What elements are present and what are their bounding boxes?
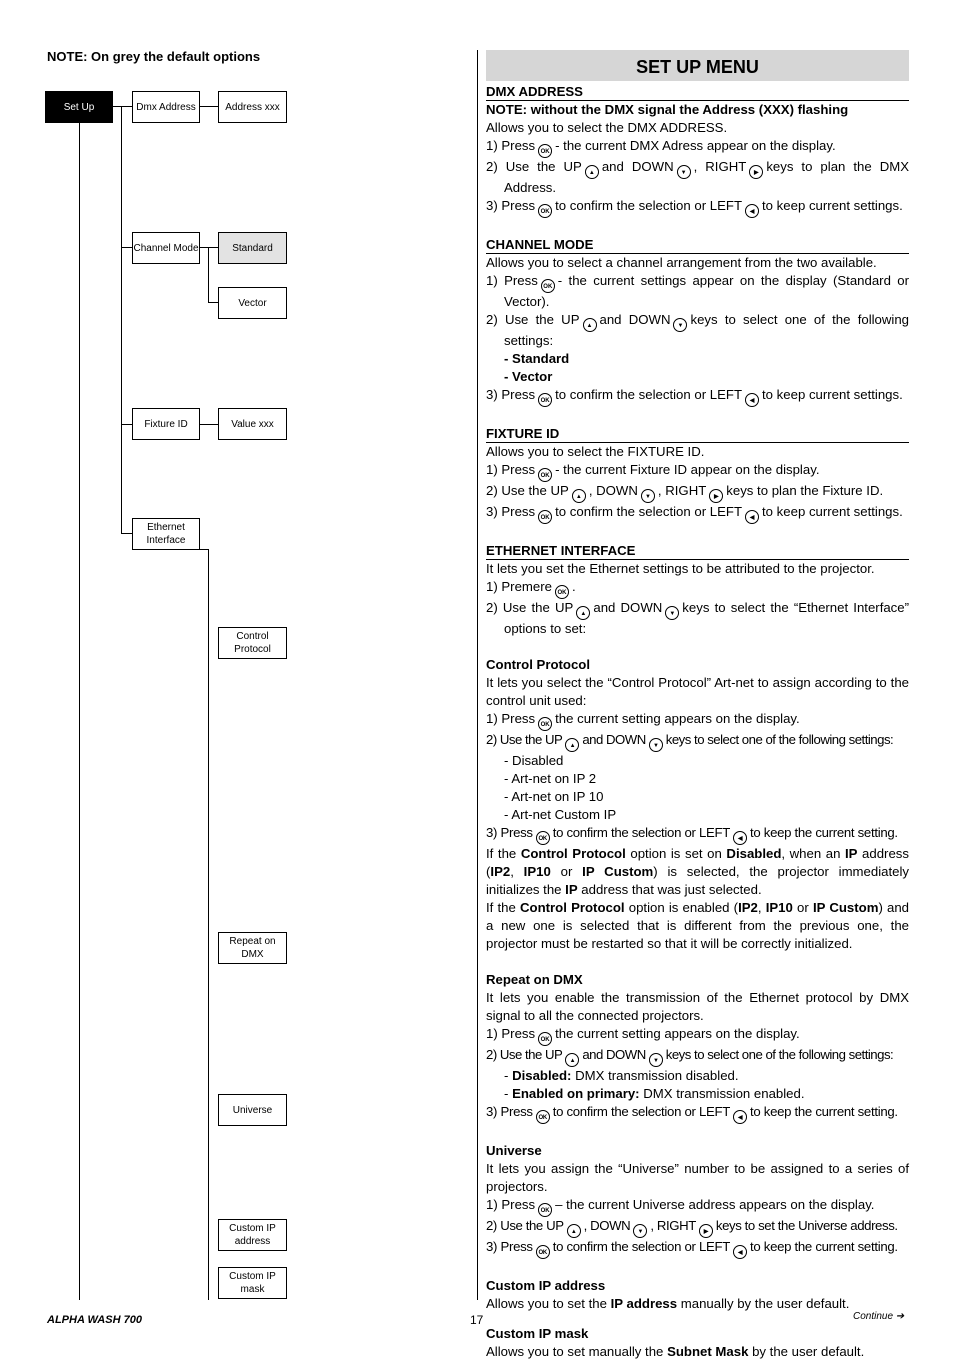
node-address-xxx: Address xxx bbox=[218, 91, 287, 123]
ok-key-icon: OK bbox=[538, 1032, 552, 1046]
up-key-icon: ▲ bbox=[565, 1053, 579, 1067]
section-note: NOTE: without the DMX signal the Address (XXX) flashing bbox=[486, 102, 849, 117]
step: 2) Use the UP ▲ and DOWN ▼ keys to select the “Ethernet Interface” options to set: bbox=[486, 600, 910, 636]
ok-key-icon: OK bbox=[536, 831, 550, 845]
continue-label: Continue ➔ bbox=[853, 1311, 905, 1322]
node-repeat-on-dmx: Repeat on DMX bbox=[218, 932, 287, 964]
ok-key-icon: OK bbox=[536, 1110, 550, 1124]
left-key-icon: ◀ bbox=[733, 1110, 747, 1124]
section-intro: It lets you assign the “Universe” number to be assigned to a series of projectors. bbox=[486, 1161, 909, 1194]
down-key-icon: ▼ bbox=[649, 738, 663, 752]
step: 1) Press OK the current setting appears on the display. bbox=[486, 1025, 909, 1046]
step: 1) Press OK - the current Fixture ID appear on the display. bbox=[486, 461, 909, 482]
option: - Disabled: DMX transmission disabled. bbox=[504, 1068, 739, 1083]
left-key-icon: ◀ bbox=[745, 393, 759, 407]
section-ethernet-interface bbox=[486, 542, 909, 638]
level1-line bbox=[121, 106, 122, 533]
page-number: 17 bbox=[470, 1313, 484, 1327]
right-key-icon: ▶ bbox=[709, 489, 723, 503]
down-key-icon: ▼ bbox=[649, 1053, 663, 1067]
connector bbox=[199, 106, 218, 107]
ok-key-icon: OK bbox=[538, 144, 552, 158]
paragraph: If the Control Protocol option is set on Disabled, when an IP address (IP2, IP10 or IP Custom) is selected, the projector immediately initializes the IP address that was just selected. bbox=[486, 846, 909, 897]
section-universe bbox=[486, 1142, 909, 1259]
subsection-heading: Custom IP address bbox=[486, 1278, 606, 1293]
section-custom-ip-address bbox=[486, 1277, 909, 1313]
node-standard: Standard bbox=[218, 232, 287, 264]
ok-key-icon: OK bbox=[536, 1245, 550, 1259]
section-channel-mode bbox=[486, 236, 909, 407]
down-key-icon: ▼ bbox=[673, 318, 687, 332]
up-key-icon: ▲ bbox=[567, 1224, 581, 1238]
section-custom-ip-mask bbox=[486, 1325, 909, 1361]
section-repeat-on-dmx bbox=[486, 971, 909, 1124]
node-universe: Universe bbox=[218, 1094, 287, 1126]
node-control-protocol: Control Protocol bbox=[218, 627, 287, 659]
step: 2) Use the UP ▲ and DOWN ▼ keys to select one of the following settings: bbox=[486, 1046, 909, 1067]
node-custom-ip-mask: Custom IP mask bbox=[218, 1267, 287, 1299]
option: - Vector bbox=[504, 369, 553, 384]
left-key-icon: ◀ bbox=[745, 510, 759, 524]
default-options-note: NOTE: On grey the default options bbox=[47, 49, 261, 64]
up-key-icon: ▲ bbox=[585, 165, 599, 179]
node-custom-ip-address: Custom IP address bbox=[218, 1219, 287, 1251]
step: 3) Press OK to confirm the selection or LEFT ◀ to keep the current setting. bbox=[486, 824, 909, 845]
step: 2) Use the UP ▲ , DOWN ▼ , RIGHT ▶ keys to plan the Fixture ID. bbox=[486, 482, 909, 503]
ok-key-icon: OK bbox=[538, 510, 552, 524]
subsection-heading: Universe bbox=[486, 1143, 542, 1158]
ethernet-line bbox=[208, 549, 209, 1300]
column-divider bbox=[477, 50, 478, 1300]
page-title: SET UP MENU bbox=[486, 50, 909, 81]
step: 1) Press OK - the current settings appear on the display (Standard or Vector). bbox=[486, 273, 909, 309]
node-ethernet-interface: Ethernet Interface bbox=[132, 518, 200, 550]
step: 2) Use the UP ▲ , DOWN ▼ , RIGHT ▶ keys to set the Universe address. bbox=[486, 1217, 909, 1238]
node-dmx-address: Dmx Address bbox=[132, 91, 200, 123]
step: 1) Premere OK . bbox=[486, 578, 909, 599]
section-intro: It lets you enable the transmission of the Ethernet protocol by DMX signal to all the connected projectors. bbox=[486, 990, 909, 1023]
step: 3) Press OK to confirm the selection or LEFT ◀ to keep current settings. bbox=[486, 197, 909, 218]
paragraph: If the Control Protocol option is enabled (IP2, IP10 or IP Custom) and a new one is selected that is different from the previous one, the projector must be restarted so that it will be correctly initialized. bbox=[486, 900, 910, 951]
ok-key-icon: OK bbox=[538, 468, 552, 482]
connector bbox=[208, 247, 209, 302]
ok-key-icon: OK bbox=[555, 585, 569, 599]
up-key-icon: ▲ bbox=[572, 489, 586, 503]
step: 3) Press OK to confirm the selection or LEFT ◀ to keep the current setting. bbox=[486, 1103, 909, 1124]
down-key-icon: ▼ bbox=[665, 606, 679, 620]
step: 3) Press OK to confirm the selection or LEFT ◀ to keep current settings. bbox=[486, 503, 909, 524]
left-key-icon: ◀ bbox=[733, 831, 747, 845]
section-heading: FIXTURE ID bbox=[486, 425, 909, 443]
connector bbox=[121, 247, 132, 248]
step: 3) Press OK to confirm the selection or LEFT ◀ to keep current settings. bbox=[486, 386, 909, 407]
tree-trunk-line bbox=[79, 122, 80, 1300]
option: - Standard bbox=[504, 351, 570, 366]
section-heading: DMX ADDRESS bbox=[486, 83, 909, 101]
option: - Enabled on primary: DMX transmission enabled. bbox=[504, 1086, 805, 1101]
right-key-icon: ▶ bbox=[699, 1224, 713, 1238]
right-key-icon: ▶ bbox=[749, 165, 763, 179]
step: 2) Use the UP ▲ and DOWN ▼ keys to select one of the following settings: bbox=[486, 731, 909, 752]
paragraph: Allows you to set manually the Subnet Mask by the user default. bbox=[486, 1344, 865, 1359]
up-key-icon: ▲ bbox=[583, 318, 597, 332]
paragraph: Allows you to set the IP address manually by the user default. bbox=[486, 1296, 850, 1311]
left-key-icon: ◀ bbox=[745, 204, 759, 218]
step: 2) Use the UP ▲ and DOWN ▼ , RIGHT ▶ keys to plan the DMX Address. bbox=[486, 159, 910, 195]
up-key-icon: ▲ bbox=[576, 606, 590, 620]
up-key-icon: ▲ bbox=[565, 738, 579, 752]
subsection-heading: Repeat on DMX bbox=[486, 972, 583, 987]
product-name: ALPHA WASH 700 bbox=[47, 1314, 142, 1326]
section-intro: It lets you set the Ethernet settings to be attributed to the projector. bbox=[486, 561, 875, 576]
step: 1) Press OK the current setting appears on the display. bbox=[486, 710, 909, 731]
ok-key-icon: OK bbox=[538, 1203, 552, 1217]
connector bbox=[199, 424, 218, 425]
connector bbox=[113, 106, 132, 107]
down-key-icon: ▼ bbox=[633, 1224, 647, 1238]
section-dmx-address bbox=[486, 83, 909, 218]
section-intro: Allows you to select the DMX ADDRESS. bbox=[486, 120, 728, 135]
connector bbox=[199, 549, 209, 550]
connector bbox=[121, 424, 132, 425]
option: - Disabled bbox=[504, 753, 564, 768]
step: 3) Press OK to confirm the selection or LEFT ◀ to keep the current setting. bbox=[486, 1238, 909, 1259]
down-key-icon: ▼ bbox=[677, 165, 691, 179]
section-intro: Allows you to select the FIXTURE ID. bbox=[486, 444, 705, 459]
section-heading: ETHERNET INTERFACE bbox=[486, 542, 909, 560]
option: - Art-net on IP 2 bbox=[504, 771, 597, 786]
section-control-protocol bbox=[486, 656, 909, 953]
left-key-icon: ◀ bbox=[733, 1245, 747, 1259]
subsection-heading: Custom IP mask bbox=[486, 1326, 589, 1341]
step: 1) Press OK – the current Universe address appears on the display. bbox=[486, 1196, 909, 1217]
step: 2) Use the UP ▲ and DOWN ▼ keys to select one of the following settings: bbox=[486, 312, 910, 348]
down-key-icon: ▼ bbox=[641, 489, 655, 503]
option: - Art-net Custom IP bbox=[504, 807, 617, 822]
ok-key-icon: OK bbox=[538, 393, 552, 407]
section-intro: Allows you to select a channel arrangement from the two available. bbox=[486, 255, 877, 270]
option: - Art-net on IP 10 bbox=[504, 789, 604, 804]
node-value-xxx: Value xxx bbox=[218, 408, 287, 440]
connector bbox=[121, 533, 132, 534]
node-vector: Vector bbox=[218, 287, 287, 319]
section-fixture-id bbox=[486, 425, 909, 524]
section-intro: It lets you select the “Control Protocol” Art-net to assign according to the control unit used: bbox=[486, 675, 909, 708]
subsection-heading: Control Protocol bbox=[486, 657, 591, 672]
node-fixture-id: Fixture ID bbox=[132, 408, 200, 440]
step: 1) Press OK - the current DMX Adress appear on the display. bbox=[486, 137, 909, 158]
connector bbox=[208, 302, 218, 303]
setup-menu-text bbox=[486, 50, 909, 1361]
ok-key-icon: OK bbox=[541, 279, 555, 293]
node-channel-mode: Channel Mode bbox=[132, 232, 200, 264]
section-heading: CHANNEL MODE bbox=[486, 236, 909, 254]
node-set-up: Set Up bbox=[45, 91, 113, 123]
ok-key-icon: OK bbox=[538, 204, 552, 218]
ok-key-icon: OK bbox=[538, 717, 552, 731]
